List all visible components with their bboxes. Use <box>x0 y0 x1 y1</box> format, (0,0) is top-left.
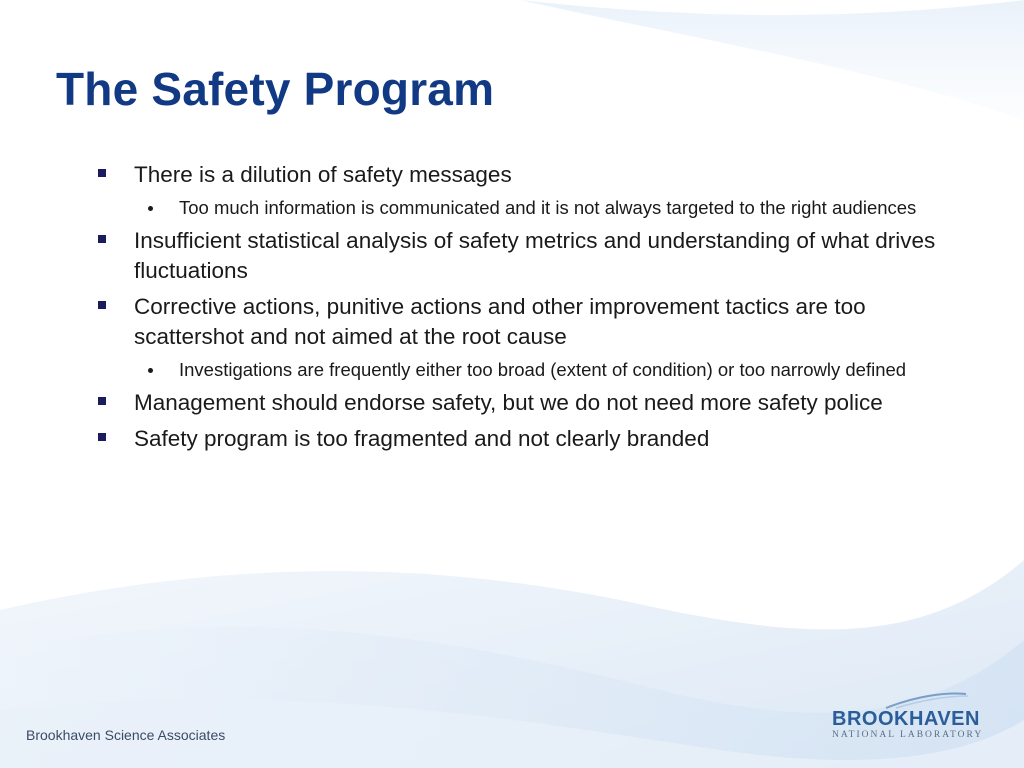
bullet-item <box>98 292 948 352</box>
square-bullet-icon <box>98 301 106 309</box>
sub-bullet-text: Investigations are frequently either too broad (extent of condition) or too narrowly defined <box>179 359 907 380</box>
logo-subtitle: NATIONAL LABORATORY <box>832 730 984 740</box>
brookhaven-logo <box>826 690 1006 750</box>
footer-organization: Brookhaven Science Associates <box>26 727 226 743</box>
dot-bullet-icon <box>148 206 153 211</box>
bullet-text: Management should endorse safety, but we do not need more safety police <box>134 390 883 415</box>
square-bullet-icon <box>98 235 106 243</box>
bullet-item <box>98 424 948 454</box>
bullet-text: Insufficient statistical analysis of safety metrics and understanding of what drives fluctuations <box>134 228 936 283</box>
bullet-item <box>98 160 948 190</box>
square-bullet-icon <box>98 433 106 441</box>
slide-title: The Safety Program <box>56 63 495 115</box>
sub-bullet-item <box>98 356 948 384</box>
logo-name: BROOKHAVEN <box>832 708 980 730</box>
square-bullet-icon <box>98 169 106 177</box>
bullet-item <box>98 388 948 418</box>
square-bullet-icon <box>98 397 106 405</box>
bullet-text: There is a dilution of safety messages <box>134 162 512 187</box>
bullet-text: Corrective actions, punitive actions and other improvement tactics are too scattershot and not aimed at the root cause <box>134 294 866 349</box>
dot-bullet-icon <box>148 368 153 373</box>
bullet-item <box>98 226 948 286</box>
sub-bullet-item <box>98 194 948 222</box>
bullet-text: Safety program is too fragmented and not clearly branded <box>134 426 710 451</box>
bullet-list <box>98 160 948 460</box>
sub-bullet-text: Too much information is communicated and it is not always targeted to the right audiences <box>179 197 917 218</box>
